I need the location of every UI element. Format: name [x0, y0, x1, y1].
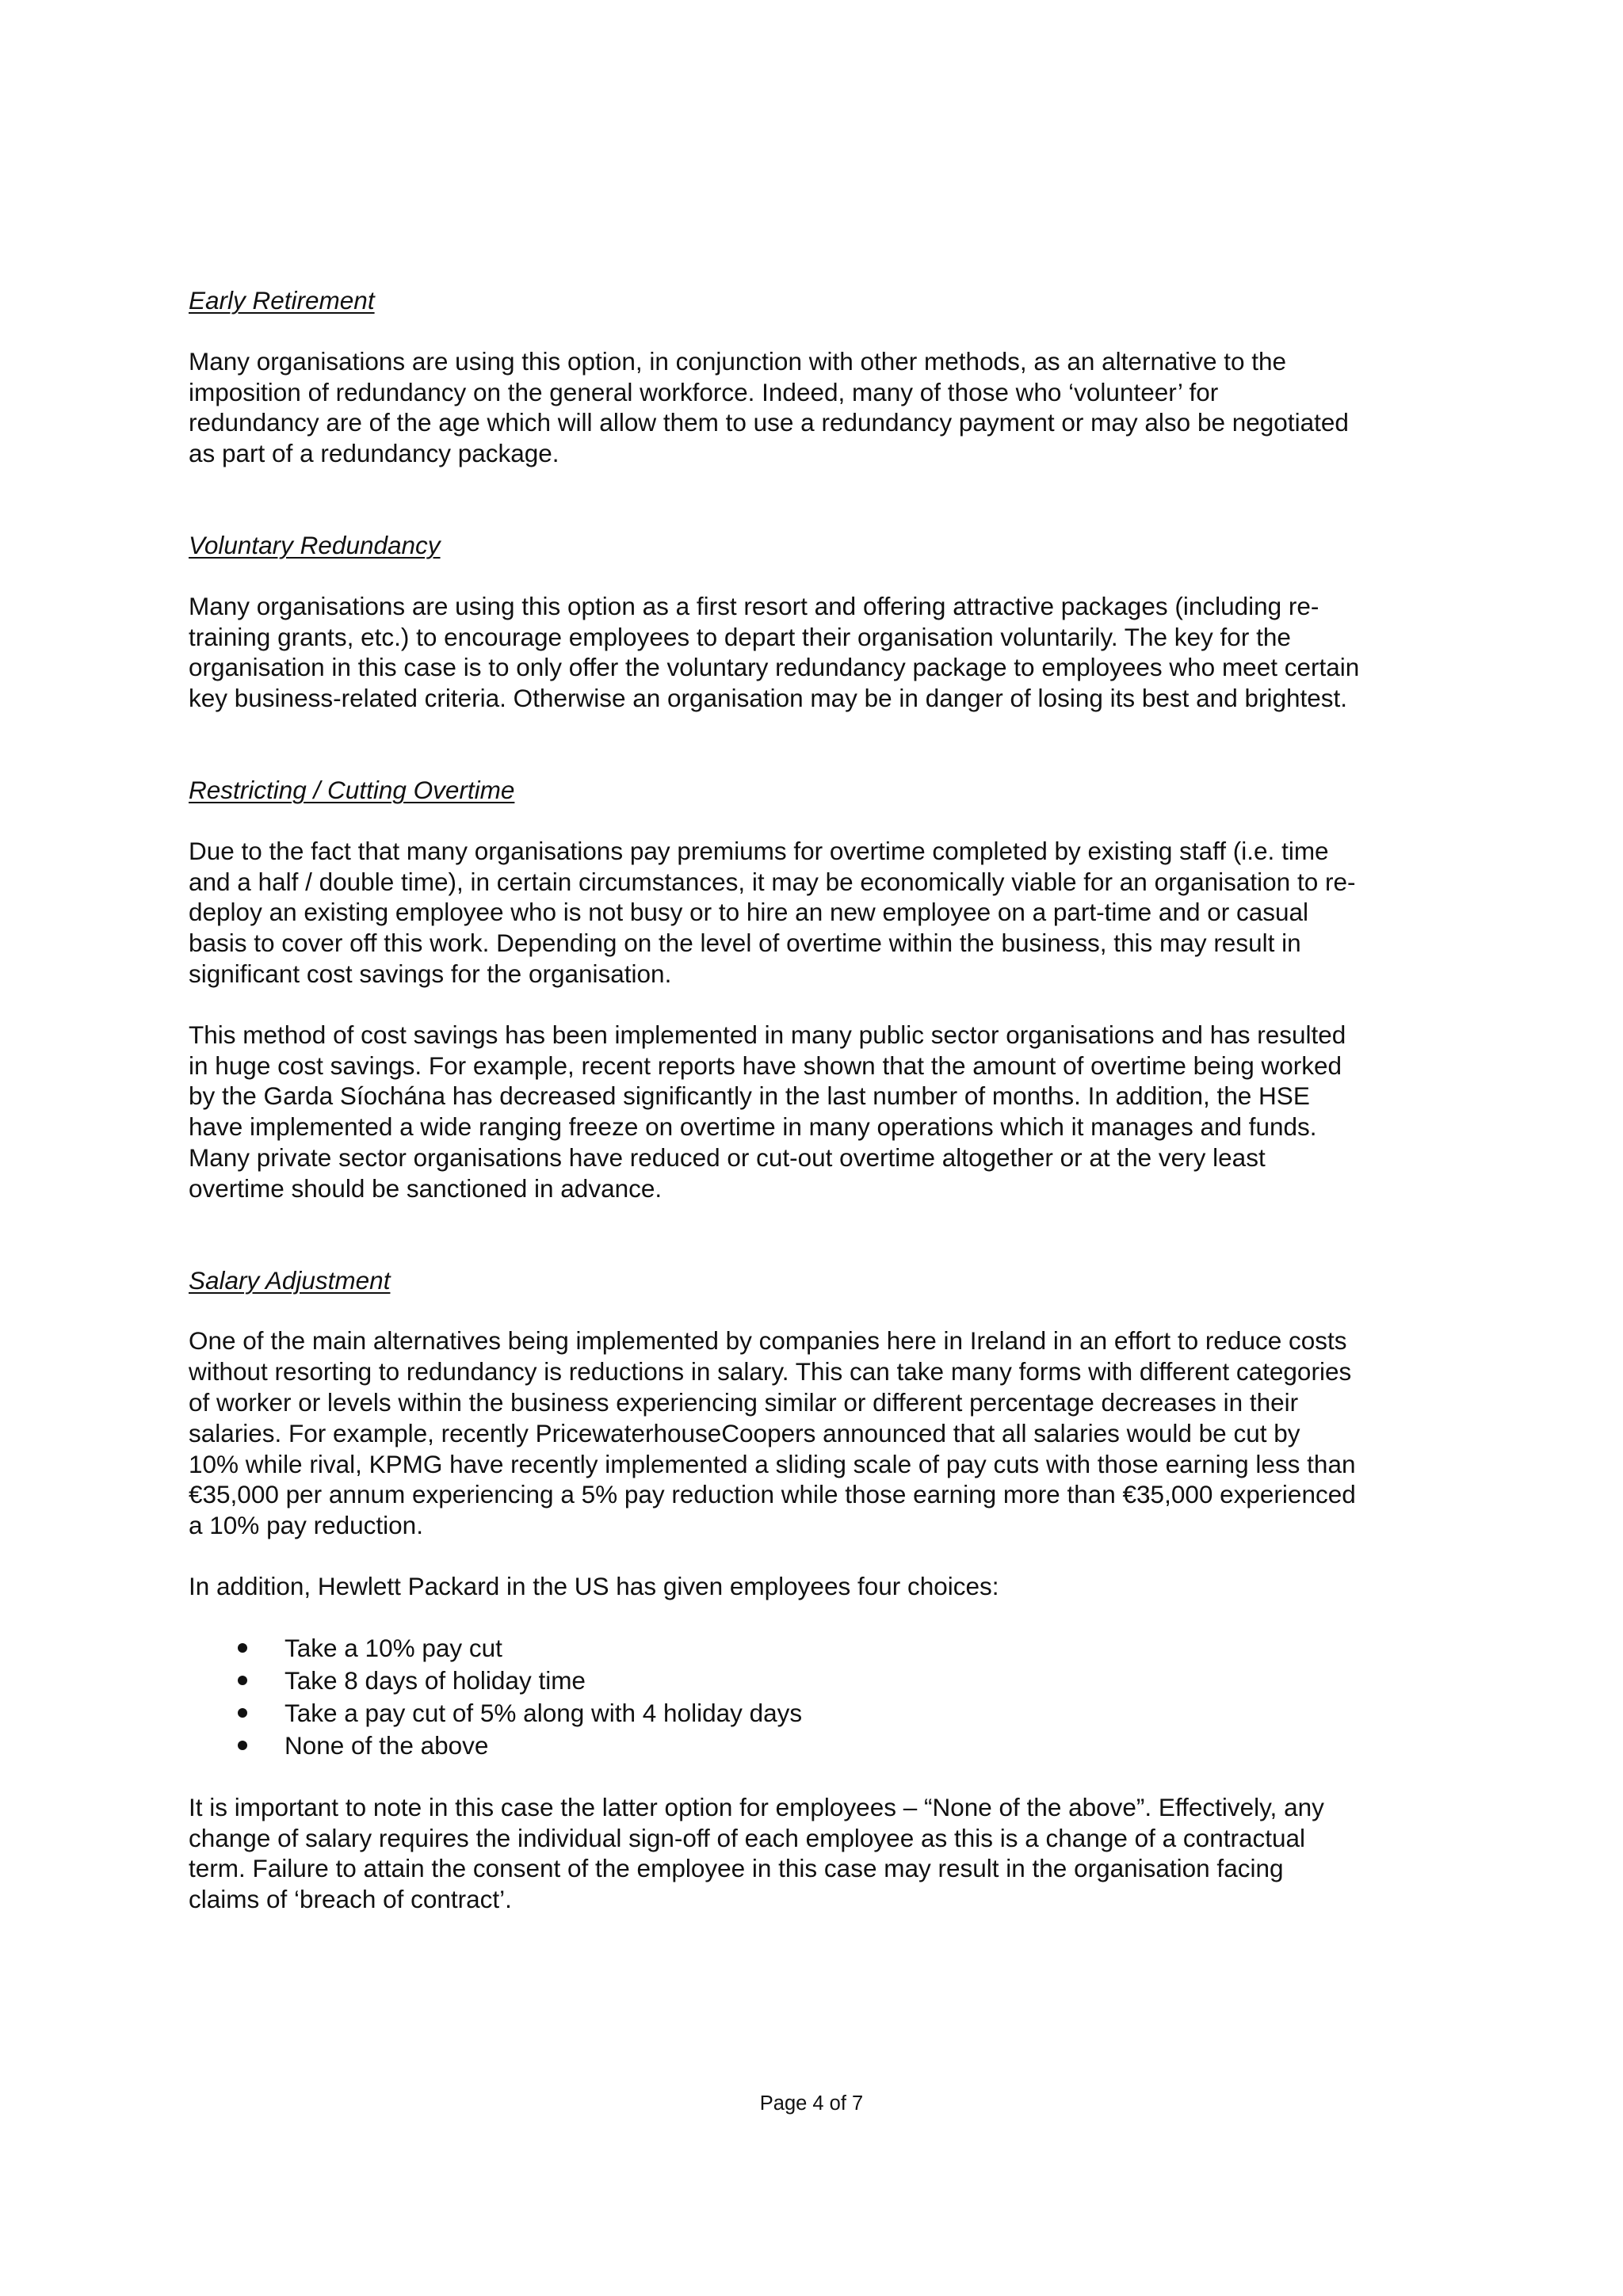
- bullet-icon: [238, 1676, 247, 1685]
- list-item-text: Take a pay cut of 5% along with 4 holiday days: [285, 1698, 803, 1727]
- list-item: [189, 1665, 1457, 1697]
- paragraph: One of the main alternatives being implemented by companies here in Ireland in an effort to reduce costs without resorting to redundancy is reductions in salary. This can take many forms with different categories of worker or levels within the business experiencing similar or different percentage decreases in their salaries. For example, recently PricewaterhouseCoopers announced that all salaries would be cut by 10% while rival, KPMG have recently implemented a sliding scale of pay cuts with those earning less than €35,000 per annum experiencing a 5% pay reduction while those earning more than €35,000 experienced a 10% pay reduction.: [189, 1326, 1356, 1540]
- paragraph: It is important to note in this case the latter option for employees – “None of the above”. Effectively, any change of salary requires the individual sign-off of each employee as this is a change of a contractual term. Failure to attain the consent of the employee in this case may result in the organisation facing claims of ‘breach of contract’.: [189, 1792, 1324, 1914]
- paragraph: Many organisations are using this option as a first resort and offering attractive packages (including re- training grants, etc.) to encourage employees to depart their organisation voluntarily. The key for the organisation in this case is to only offer the voluntary redundancy package to employees who meet certain key business-related criteria. Otherwise an organisation may be in danger of losing its best and brightest.: [189, 591, 1360, 713]
- bullet-icon: [238, 1708, 247, 1718]
- page-number: Page 4 of 7: [759, 2092, 864, 2115]
- section-heading: Voluntary Redundancy: [189, 530, 441, 559]
- list-item-text: Take a 10% pay cut: [285, 1633, 502, 1662]
- bullet-icon: [238, 1741, 247, 1750]
- paragraph: Due to the fact that many organisations pay premiums for overtime completed by existing staff (i.e. time and a half / double time), in certain circumstances, it may be economically viable for an organisation to re- deploy an existing employee who is not busy or to hire an new employee on a part-time and or casual basis to cover off this work. Depending on the level of overtime within the business, this may result in significant cost savings for the organisation.: [189, 836, 1356, 988]
- bullet-icon: [238, 1643, 247, 1653]
- paragraph: Many organisations are using this option, in conjunction with other methods, as an alternative to the imposition of redundancy on the general workforce. Indeed, many of those who ‘volunteer’ for redundancy are of the age which will allow them to use a redundancy payment or may also be negotiated as part of a redundancy package.: [189, 346, 1349, 468]
- section-voluntary-redundancy: [189, 530, 1457, 714]
- paragraph: This method of cost savings has been implemented in many public sector organisations and has resulted in huge cost savings. For example, recent reports have shown that the amount of overtime being worked by the Garda Síochána has decreased significantly in the last number of months. In addition, the HSE have implemented a wide ranging freeze on overtime in many operations which it manages and funds. Many private sector organisations have reduced or cut-out overtime altogether or at the very least overtime should be sanctioned in advance.: [189, 1020, 1346, 1203]
- section-heading: Restricting / Cutting Overtime: [189, 775, 515, 804]
- list-item-text: Take 8 days of holiday time: [285, 1665, 586, 1695]
- list-item: [189, 1632, 1457, 1665]
- bullet-list: [189, 1632, 1457, 1762]
- list-item: [189, 1730, 1457, 1762]
- section-early-retirement: [189, 285, 1457, 469]
- section-heading: Early Retirement: [189, 286, 375, 315]
- section-restricting-overtime: [189, 775, 1457, 1204]
- list-item: [189, 1697, 1457, 1730]
- paragraph: In addition, Hewlett Packard in the US has given employees four choices:: [189, 1571, 999, 1600]
- document-page: [189, 285, 1457, 1915]
- list-item-text: None of the above: [285, 1730, 489, 1760]
- section-salary-adjustment: [189, 1265, 1457, 1915]
- section-heading: Salary Adjustment: [189, 1265, 391, 1295]
